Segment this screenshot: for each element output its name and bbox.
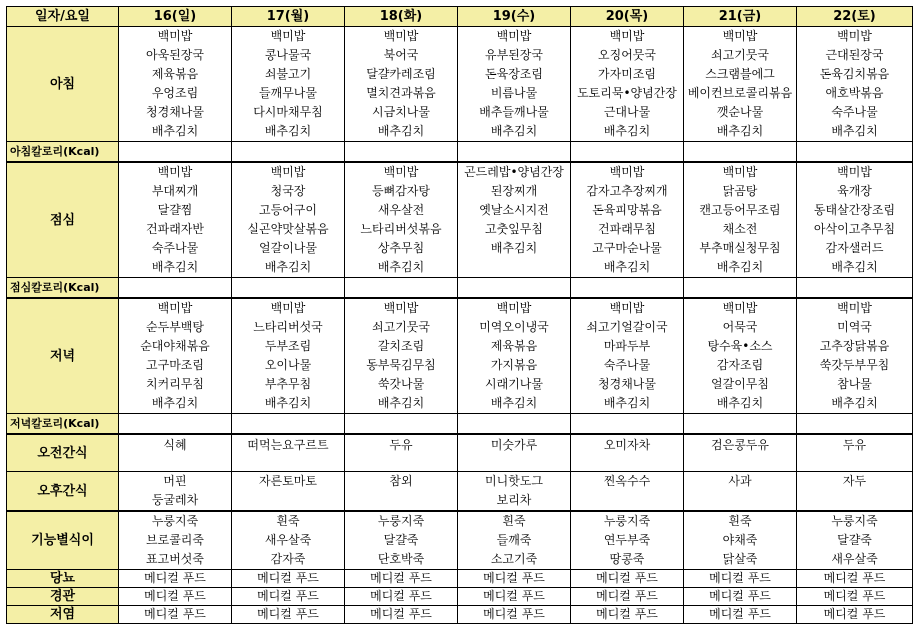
porridge-item: 달걀죽 [383, 533, 419, 547]
calorie-value [345, 142, 458, 163]
medical-row [7, 570, 913, 588]
morning-snack-label: 오전간식 [7, 434, 119, 472]
calorie-value [458, 278, 571, 299]
snack-item: 둥굴레차 [151, 493, 199, 507]
menu-item: 아삭이고추무침 [813, 222, 896, 236]
menu-item: 백미밥 [270, 165, 306, 179]
menu-item: 배추김치 [490, 396, 538, 410]
medical-row [7, 606, 913, 624]
day-header: 19(수) [458, 7, 571, 27]
calorie-value [797, 278, 913, 299]
snack-cell [797, 472, 913, 512]
menu-item: 육개장 [837, 184, 872, 198]
calorie-value [571, 414, 684, 435]
menu-item: 시금치나물 [372, 105, 430, 119]
porridge-cell [119, 511, 232, 570]
menu-item: 배추김치 [831, 396, 878, 410]
snack-item: 미니핫도그 [485, 474, 543, 488]
calorie-value [232, 278, 345, 299]
menu-item: 배추김치 [377, 396, 425, 410]
calorie-value [684, 278, 797, 299]
menu-item: 마파두부 [603, 339, 651, 353]
menu-item: 미역오이냉국 [479, 320, 549, 334]
menu-item: 고구마조림 [146, 358, 204, 372]
calorie-value [232, 142, 345, 163]
menu-item: 느타리버섯볶음 [360, 222, 442, 236]
breakfast-menu-cell [458, 27, 571, 142]
snack-cell [119, 472, 232, 512]
medical-food-cell: 메디컬 푸드 [571, 606, 684, 624]
calorie-value [684, 142, 797, 163]
lunch-menu-cell [119, 162, 232, 278]
medical-food-cell: 메디컬 푸드 [119, 570, 232, 588]
medical-label: 당뇨 [7, 570, 119, 588]
menu-item: 백미밥 [722, 29, 758, 43]
medical-food-cell: 메디컬 푸드 [684, 588, 797, 606]
menu-item: 백미밥 [609, 165, 645, 179]
menu-item: 배추김치 [603, 396, 651, 410]
menu-item: 제육볶음 [490, 339, 538, 353]
menu-item: 갈치조림 [377, 339, 425, 353]
menu-item: 백미밥 [157, 165, 193, 179]
porridge-item: 누룽지죽 [831, 514, 878, 528]
snack-item: 사과 [728, 474, 752, 488]
menu-item: 오이나물 [264, 358, 312, 372]
medical-food-cell: 메디컬 푸드 [797, 588, 913, 606]
medical-food-cell: 메디컬 푸드 [345, 588, 458, 606]
calorie-value [119, 142, 232, 163]
menu-item: 백미밥 [609, 301, 645, 315]
breakfast-menu-cell [684, 27, 797, 142]
menu-item: 고춧잎무침 [485, 222, 543, 236]
calorie-value [458, 142, 571, 163]
calorie-value [797, 142, 913, 163]
calorie-value [571, 278, 684, 299]
menu-item: 건파래자반 [146, 222, 204, 236]
menu-item: 배추김치 [377, 260, 425, 274]
medical-food-cell: 메디컬 푸드 [119, 588, 232, 606]
day-header: 18(화) [345, 7, 458, 27]
snack-cell: 오미자차 [571, 434, 684, 472]
dinner-menu-cell [458, 298, 571, 414]
dinner-row [7, 298, 913, 414]
menu-item: 상추무침 [377, 241, 425, 255]
menu-item: 곤드레밥•양념간장 [464, 165, 564, 179]
snack-cell [571, 472, 684, 512]
calorie-value [458, 414, 571, 435]
medical-label: 저염 [7, 606, 119, 624]
menu-item: 근대된장국 [825, 48, 884, 62]
porridge-item: 연두부죽 [603, 533, 651, 547]
menu-item: 얼갈이나물 [259, 241, 317, 255]
menu-item: 애호박볶음 [825, 86, 884, 100]
menu-item: 근대나물 [603, 105, 651, 119]
menu-item: 두부조림 [264, 339, 312, 353]
menu-item: 백미밥 [837, 301, 872, 315]
lunch-menu-cell [458, 162, 571, 278]
porridge-item: 흰죽 [276, 514, 300, 528]
menu-item: 숙주나물 [151, 241, 199, 255]
menu-item: 깻순나물 [716, 105, 764, 119]
snack-cell [232, 472, 345, 512]
menu-item: 순두부백탕 [146, 320, 204, 334]
medical-food-cell: 메디컬 푸드 [797, 570, 913, 588]
menu-item: 쇠불고기 [264, 67, 312, 81]
menu-item: 돈육피망볶음 [592, 203, 662, 217]
menu-item: 배추김치 [264, 124, 312, 138]
menu-item: 달걀카레조림 [366, 67, 436, 81]
menu-item: 비름나물 [490, 86, 538, 100]
dinner-label: 저녁 [7, 298, 119, 414]
snack-item: 머핀 [163, 474, 187, 488]
porridge-cell [571, 511, 684, 570]
menu-item: 쑥갓두부무침 [819, 358, 890, 372]
medical-food-cell: 메디컬 푸드 [345, 606, 458, 624]
menu-item: 건파래무침 [598, 222, 656, 236]
menu-item: 느타리버섯국 [253, 320, 323, 334]
breakfast-calorie-row [7, 142, 913, 163]
menu-item: 치커리무침 [146, 377, 204, 391]
menu-item: 동부묵김무침 [366, 358, 436, 372]
medical-food-cell: 메디컬 푸드 [232, 588, 345, 606]
menu-item: 백미밥 [383, 301, 419, 315]
medical-label: 경관 [7, 588, 119, 606]
lunch-menu-cell [684, 162, 797, 278]
porridge-item: 누룽지죽 [151, 514, 199, 528]
meal-plan-table [6, 6, 913, 624]
medical-row [7, 588, 913, 606]
snack-item: 찐옥수수 [603, 474, 651, 488]
calorie-value [345, 414, 458, 435]
menu-item: 감자샐러드 [825, 241, 884, 255]
day-header: 21(금) [684, 7, 797, 27]
menu-item: 감자고추장찌개 [586, 184, 668, 198]
menu-item: 탕수육•소스 [707, 339, 773, 353]
menu-item: 배추김치 [831, 260, 878, 274]
dinner-calorie-row [7, 414, 913, 435]
menu-item: 배추김치 [603, 124, 651, 138]
porridge-item: 흰죽 [502, 514, 526, 528]
dinner-menu-cell [797, 298, 913, 414]
menu-item: 동태살간장조림 [813, 203, 896, 217]
porridge-item: 달걀죽 [837, 533, 872, 547]
menu-item: 배추김치 [151, 124, 199, 138]
menu-item: 쇠고기얼갈이국 [586, 320, 668, 334]
menu-item: 된장찌개 [490, 184, 538, 198]
snack-item: 참외 [389, 474, 413, 488]
menu-item: 미역국 [837, 320, 872, 334]
menu-item: 배추김치 [151, 260, 199, 274]
menu-item: 백미밥 [496, 301, 532, 315]
porridge-item: 단호박죽 [377, 552, 425, 566]
header-row [7, 7, 913, 27]
breakfast-calorie-label: 아침칼로리(Kcal) [7, 142, 119, 163]
menu-item: 스크램블에그 [705, 67, 775, 81]
menu-item: 백미밥 [157, 29, 193, 43]
calorie-value [684, 414, 797, 435]
menu-item: 캔고등어무조림 [699, 203, 781, 217]
menu-item: 멸치견과볶음 [366, 86, 436, 100]
lunch-menu-cell [571, 162, 684, 278]
snack-cell: 떠먹는요구르트 [232, 434, 345, 472]
porridge-item: 새우살죽 [831, 552, 878, 566]
porridge-item: 누룽지죽 [377, 514, 425, 528]
snack-item: 보리차 [496, 493, 532, 507]
menu-item: 새우살전 [377, 203, 425, 217]
porridge-cell [684, 511, 797, 570]
snack-cell [458, 472, 571, 512]
dinner-menu-cell [684, 298, 797, 414]
porridge-item: 흰죽 [728, 514, 752, 528]
menu-item: 돈육김치볶음 [819, 67, 890, 81]
menu-item [458, 258, 570, 277]
menu-item: 백미밥 [270, 29, 306, 43]
menu-item: 참나물 [837, 377, 872, 391]
menu-item: 배추김치 [603, 260, 651, 274]
breakfast-menu-cell [119, 27, 232, 142]
day-header: 17(월) [232, 7, 345, 27]
menu-item: 배추김치 [716, 260, 764, 274]
breakfast-menu-cell [345, 27, 458, 142]
menu-item: 쇠고기뭇국 [372, 320, 430, 334]
lunch-calorie-row [7, 278, 913, 299]
medical-food-cell: 메디컬 푸드 [571, 570, 684, 588]
menu-item: 채소전 [722, 222, 758, 236]
breakfast-menu-cell [232, 27, 345, 142]
porridge-cell [345, 511, 458, 570]
medical-food-cell: 메디컬 푸드 [684, 606, 797, 624]
medical-food-cell: 메디컬 푸드 [571, 588, 684, 606]
lunch-menu-cell [797, 162, 913, 278]
calorie-value [345, 278, 458, 299]
dinner-menu-cell [345, 298, 458, 414]
medical-food-cell: 메디컬 푸드 [119, 606, 232, 624]
menu-item: 얼갈이무침 [711, 377, 769, 391]
menu-item: 다시마채무침 [253, 105, 323, 119]
menu-item: 도토리묵•양념간장 [577, 86, 677, 100]
menu-item: 콩나물국 [264, 48, 312, 62]
menu-item: 오징어뭇국 [598, 48, 656, 62]
porridge-cell [232, 511, 345, 570]
breakfast-menu-cell [571, 27, 684, 142]
menu-item: 아욱된장국 [146, 48, 204, 62]
snack-cell: 미숫가루 [458, 434, 571, 472]
day-header: 22(토) [797, 7, 913, 27]
porridge-item: 감자죽 [270, 552, 306, 566]
medical-food-cell: 메디컬 푸드 [345, 570, 458, 588]
porridge-item: 소고기죽 [490, 552, 538, 566]
porridge-item: 닭살죽 [722, 552, 758, 566]
menu-item: 달걀찜 [157, 203, 193, 217]
menu-item: 숙주나물 [603, 358, 651, 372]
functional-diet-row [7, 511, 913, 570]
menu-item: 유부된장국 [485, 48, 543, 62]
morning-snack-row [7, 434, 913, 472]
menu-item: 가자미조림 [598, 67, 656, 81]
lunch-label: 점심 [7, 162, 119, 278]
menu-item: 옛날소시지전 [479, 203, 549, 217]
afternoon-snack-label: 오후간식 [7, 472, 119, 512]
snack-cell [684, 472, 797, 512]
menu-item: 백미밥 [157, 301, 193, 315]
breakfast-label: 아침 [7, 27, 119, 142]
menu-item: 백미밥 [837, 165, 872, 179]
menu-item: 등뼈감자탕 [372, 184, 430, 198]
menu-item: 백미밥 [383, 29, 419, 43]
dinner-menu-cell [571, 298, 684, 414]
menu-item: 쑥갓나물 [377, 377, 425, 391]
medical-food-cell: 메디컬 푸드 [458, 570, 571, 588]
menu-item: 배추김치 [264, 396, 312, 410]
dinner-menu-cell [232, 298, 345, 414]
lunch-row [7, 162, 913, 278]
afternoon-snack-row [7, 472, 913, 512]
menu-item: 배추김치 [490, 241, 538, 255]
functional-diet-label: 기능별식이 [7, 511, 119, 570]
breakfast-row [7, 27, 913, 142]
menu-item: 부추무침 [264, 377, 312, 391]
header-corner: 일자/요일 [7, 7, 119, 27]
calorie-value [571, 142, 684, 163]
porridge-item: 야채죽 [722, 533, 758, 547]
lunch-menu-cell [232, 162, 345, 278]
menu-item: 어묵국 [722, 320, 758, 334]
menu-item: 백미밥 [383, 165, 419, 179]
menu-item: 고등어구이 [259, 203, 317, 217]
porridge-cell [797, 511, 913, 570]
menu-item: 배추김치 [716, 396, 764, 410]
menu-item: 배추김치 [716, 124, 764, 138]
menu-item: 제육볶음 [151, 67, 199, 81]
menu-item: 부추매실청무침 [699, 241, 781, 255]
menu-item: 청경채나물 [598, 377, 656, 391]
porridge-item: 누룽지죽 [603, 514, 651, 528]
calorie-value [797, 414, 913, 435]
medical-food-cell: 메디컬 푸드 [458, 606, 571, 624]
menu-item: 청국장 [270, 184, 306, 198]
menu-item: 배추김치 [831, 124, 878, 138]
medical-food-cell: 메디컬 푸드 [232, 606, 345, 624]
menu-item: 시래기나물 [485, 377, 543, 391]
menu-item: 고구마순나물 [592, 241, 662, 255]
menu-item: 북어국 [383, 48, 419, 62]
porridge-cell [458, 511, 571, 570]
lunch-calorie-label: 점심칼로리(Kcal) [7, 278, 119, 299]
menu-item: 숙주나물 [831, 105, 878, 119]
lunch-menu-cell [345, 162, 458, 278]
snack-cell [345, 472, 458, 512]
menu-item: 배추들깨나물 [479, 105, 549, 119]
menu-item: 백미밥 [837, 29, 872, 43]
menu-item: 실곤약맛살볶음 [247, 222, 329, 236]
menu-item: 순대야채볶음 [140, 339, 210, 353]
menu-item: 백미밥 [722, 165, 758, 179]
calorie-value [232, 414, 345, 435]
calorie-value [119, 414, 232, 435]
menu-item: 배추김치 [264, 260, 312, 274]
menu-item: 배추김치 [490, 124, 538, 138]
menu-item: 백미밥 [609, 29, 645, 43]
menu-item: 베이컨브로콜리볶음 [687, 86, 793, 100]
porridge-item: 들깨죽 [496, 533, 532, 547]
porridge-item: 땅콩죽 [609, 552, 645, 566]
menu-item: 들깨무나물 [259, 86, 317, 100]
medical-food-cell: 메디컬 푸드 [458, 588, 571, 606]
menu-item: 우엉조림 [151, 86, 199, 100]
menu-item: 쇠고기뭇국 [711, 48, 769, 62]
medical-food-cell: 메디컬 푸드 [797, 606, 913, 624]
medical-food-cell: 메디컬 푸드 [232, 570, 345, 588]
dinner-menu-cell [119, 298, 232, 414]
menu-item: 감자조림 [716, 358, 764, 372]
medical-food-cell: 메디컬 푸드 [684, 570, 797, 588]
calorie-value [119, 278, 232, 299]
menu-item: 청경채나물 [146, 105, 204, 119]
day-header: 20(목) [571, 7, 684, 27]
menu-item: 돈육장조림 [485, 67, 543, 81]
menu-item: 배추김치 [377, 124, 425, 138]
snack-cell: 식혜 [119, 434, 232, 472]
dinner-calorie-label: 저녁칼로리(Kcal) [7, 414, 119, 435]
breakfast-menu-cell [797, 27, 913, 142]
porridge-item: 표고버섯죽 [146, 552, 204, 566]
menu-item: 백미밥 [270, 301, 306, 315]
porridge-item: 새우살죽 [264, 533, 312, 547]
menu-item: 백미밥 [722, 301, 758, 315]
snack-item: 자두 [842, 474, 867, 488]
day-header: 16(일) [119, 7, 232, 27]
snack-cell: 두유 [345, 434, 458, 472]
snack-item: 자른토마토 [259, 474, 317, 488]
menu-item: 백미밥 [496, 29, 532, 43]
menu-item: 고추장닭볶음 [819, 339, 890, 353]
menu-item: 배추김치 [151, 396, 199, 410]
menu-item: 가지볶음 [490, 358, 538, 372]
porridge-item: 브로콜리죽 [146, 533, 204, 547]
menu-item: 부대찌개 [151, 184, 199, 198]
snack-cell: 두유 [797, 434, 913, 472]
snack-cell: 검은콩두유 [684, 434, 797, 472]
menu-item: 닭곰탕 [722, 184, 758, 198]
